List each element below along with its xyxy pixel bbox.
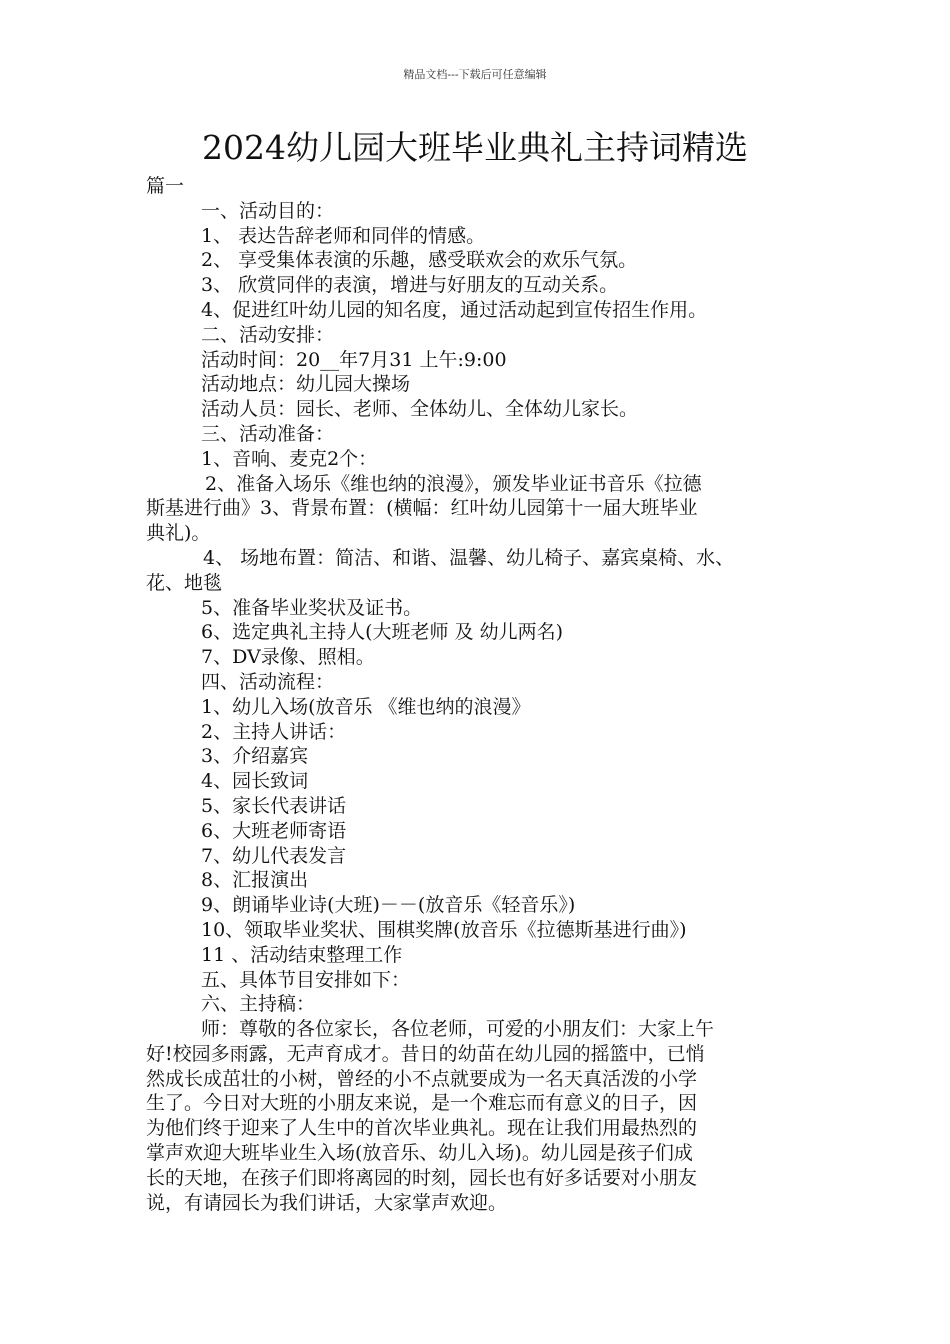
body-line: 6、选定典礼主持人(大班老师 及 幼儿两名)	[201, 621, 563, 644]
body-line: 一、活动目的：	[201, 199, 335, 222]
body-line: 2、 享受集体表演的乐趣，感受联欢会的欢乐气氛。	[201, 249, 638, 272]
body-line: 1、幼儿入场(放音乐 《维也纳的浪漫》	[201, 695, 531, 718]
body-line: 2、主持人讲话：	[201, 720, 347, 743]
speech-line: 为他们终于迎来了人生中的首次毕业典礼。现在让我们用最热烈的	[146, 1117, 698, 1140]
body-line: 五、具体节目安排如下：	[201, 968, 411, 991]
speech-line: 掌声欢迎大班毕业生入场(放音乐、幼儿入场)。幼儿园是孩子们成	[146, 1142, 693, 1165]
music-paragraph-line: 斯基进行曲》3、背景布置：(横幅：红叶幼儿园第十一届大班毕业	[146, 497, 698, 520]
body-line: 4、园长致词	[201, 770, 309, 793]
body-line: 活动地点：幼儿园大操场	[201, 373, 411, 396]
speech-line: 师：尊敬的各位家长，各位老师，可爱的小朋友们：大家上午	[201, 1018, 715, 1041]
body-line: 3、介绍嘉宾	[201, 745, 309, 768]
venue-paragraph-line: 4、 场地布置：简洁、和谐、温馨、幼儿椅子、嘉宾桌椅、水、	[203, 546, 735, 569]
body-line: 3、 欣赏同伴的表演，增进与好朋友的互动关系。	[201, 274, 619, 297]
speech-line: 然成长成茁壮的小树，曾经的小不点就要成为一名天真活泼的小学	[146, 1067, 698, 1090]
body-line: 7、DV录像、照相。	[201, 646, 375, 669]
document-body	[146, 174, 820, 1215]
section-label: 篇一	[146, 175, 185, 197]
body-line: 三、活动准备：	[201, 422, 335, 445]
body-line: 9、朗诵毕业诗(大班)－－(放音乐《轻音乐》)	[201, 894, 576, 917]
body-line: 活动人员：园长、老师、全体幼儿、全体幼儿家长。	[201, 398, 639, 421]
body-line: 6、大班老师寄语	[201, 819, 347, 842]
body-line: 六、主持稿：	[201, 993, 316, 1016]
body-line: 10、领取毕业奖状、围棋奖牌(放音乐《拉德斯基进行曲》)	[201, 918, 687, 941]
document-header-note: 精品文档---下载后可任意编辑	[403, 68, 547, 81]
speech-line: 长的天地，在孩子们即将离园的时刻，园长也有好多话要对小朋友	[146, 1166, 698, 1189]
body-line: 11 、活动结束整理工作	[201, 943, 403, 966]
body-line: 1、 表达告辞老师和同伴的情感。	[201, 224, 486, 247]
body-line: 活动时间：20__年7月31 上午:9:00	[201, 348, 507, 371]
body-line: 4、促进红叶幼儿园的知名度，通过活动起到宣传招生作用。	[201, 298, 708, 321]
body-line: 二、活动安排：	[201, 323, 335, 346]
music-paragraph-line: 2、准备入场乐《维也纳的浪漫》，颁发毕业证书音乐《拉德	[205, 472, 702, 495]
speech-line: 生了。今日对大班的小朋友来说，是一个难忘而有意义的日子，因	[146, 1092, 698, 1115]
body-line: 5、准备毕业奖状及证书。	[201, 596, 423, 619]
music-paragraph-line: 典礼)。	[146, 522, 211, 545]
speech-line: 好!校园多雨露，无声育成才。昔日的幼苗在幼儿园的摇篮中，已悄	[146, 1042, 705, 1065]
speech-line: 说，有请园长为我们讲话，大家掌声欢迎。	[146, 1191, 508, 1214]
body-line: 四、活动流程：	[201, 670, 335, 693]
venue-paragraph-line: 花、地毯	[146, 571, 223, 594]
body-line: 8、汇报演出	[201, 869, 309, 892]
body-line: 1、音响、麦克2个：	[201, 447, 378, 470]
document-title: 2024幼儿园大班毕业典礼主持词精选	[202, 128, 748, 167]
body-line: 7、幼儿代表发言	[201, 844, 347, 867]
body-line: 5、家长代表讲话	[201, 794, 347, 817]
